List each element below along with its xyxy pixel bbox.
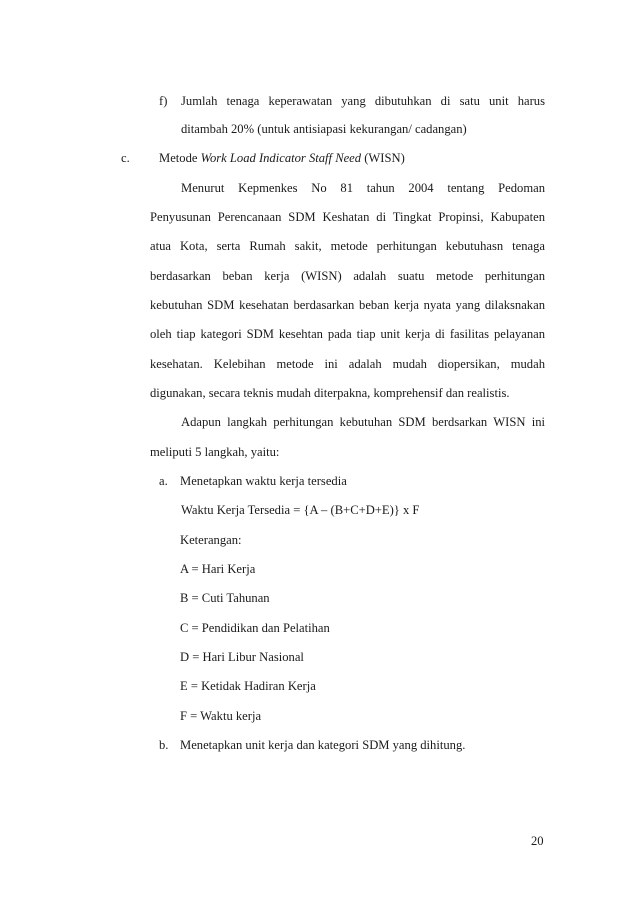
legend-item-e: E = Ketidak Hadiran Kerja: [180, 679, 316, 693]
paragraph-1-line-7: kesehatan. Kelebihan metode ini adalah mudah diopersikan, mudah: [150, 357, 545, 371]
section-marker-c: c.: [121, 151, 130, 165]
section-c-heading-post: (WISN): [361, 151, 405, 165]
item-f-line-1: Jumlah tenaga keperawatan yang dibutuhkan di satu unit harus: [181, 94, 545, 108]
page-number: 20: [531, 834, 544, 848]
list-marker-f: f): [159, 94, 168, 108]
step-marker-a: a.: [159, 474, 168, 488]
paragraph-1-line-4: berdasarkan beban kerja (WISN) adalah suatu metode perhitungan: [150, 269, 545, 283]
step-a-legend-title: Keterangan:: [180, 533, 242, 547]
paragraph-1-line-1: Menurut Kepmenkes No 81 tahun 2004 tentang Pedoman: [181, 181, 545, 195]
section-c-heading-pre: Metode: [159, 151, 201, 165]
section-c-heading-italic: Work Load Indicator Staff Need: [200, 151, 362, 165]
legend-item-b: B = Cuti Tahunan: [180, 591, 270, 605]
step-a-formula: Waktu Kerja Tersedia = {A – (B+C+D+E)} x F: [181, 503, 420, 517]
step-b-title: Menetapkan unit kerja dan kategori SDM yang dihitung.: [180, 738, 466, 752]
paragraph-1-line-8: digunakan, secara teknis mudah diterpakna, komprehensif dan realistis.: [150, 386, 510, 400]
step-marker-b: b.: [159, 738, 169, 752]
legend-item-f: F = Waktu kerja: [180, 709, 262, 723]
paragraph-1-line-5: kebutuhan SDM kesehatan berdasarkan beban kerja nyata yang dilaksnakan: [150, 298, 545, 312]
item-f-line-2: ditambah 20% (untuk antisiapasi kekurangan/ cadangan): [181, 122, 467, 136]
paragraph-2-line-2: meliputi 5 langkah, yaitu:: [150, 445, 280, 459]
paragraph-1-line-6: oleh tiap kategori SDM kesehtan pada tiap unit kerja di fasilitas pelayanan: [150, 327, 545, 341]
paragraph-1-line-2: Penyusunan Perencanaan SDM Keshatan di Tingkat Propinsi, Kabupaten: [150, 210, 545, 224]
paragraph-2-line-1: Adapun langkah perhitungan kebutuhan SDM berdsarkan WISN ini: [181, 415, 545, 429]
step-a-title: Menetapkan waktu kerja tersedia: [180, 474, 347, 488]
section-c-heading: [159, 150, 405, 166]
legend-item-d: D = Hari Libur Nasional: [180, 650, 304, 664]
legend-item-a: A = Hari Kerja: [180, 562, 256, 576]
paragraph-1-line-3: atua Kota, serta Rumah sakit, metode perhitungan kebutuhasn tenaga: [150, 239, 545, 253]
legend-item-c: C = Pendidikan dan Pelatihan: [180, 621, 330, 635]
